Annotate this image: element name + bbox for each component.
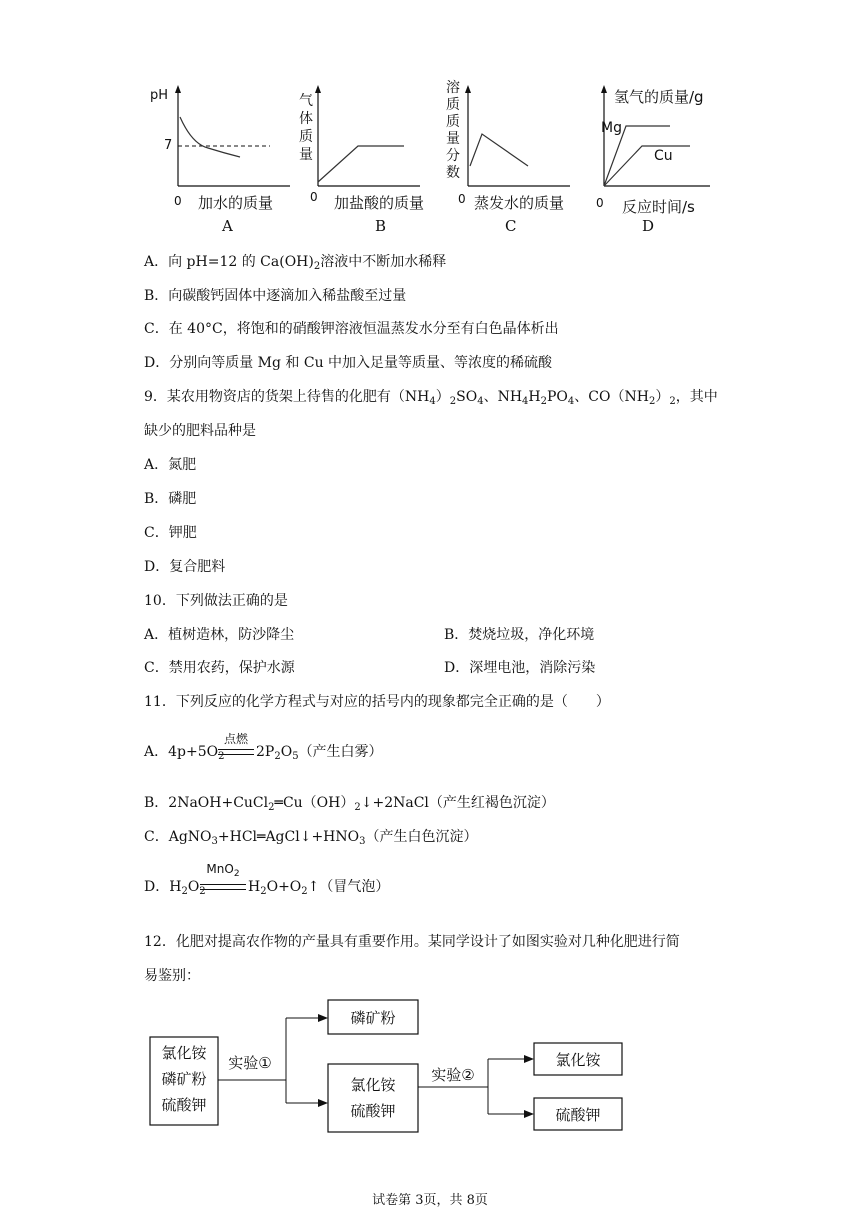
q10-option-d: D．深埋电池，消除污染 — [444, 660, 596, 676]
q9-sub: 4 — [567, 396, 575, 407]
page-footer: 试卷第 3页，共 8页 — [372, 1193, 488, 1208]
flow-step2-label: 实验② — [431, 1066, 475, 1084]
q11-c-sub: 3 — [211, 836, 218, 847]
q9-stem-line2: 缺少的肥料品种是 — [144, 423, 256, 439]
q11-d-cond-text: MnO — [206, 862, 234, 876]
graph-c-ylabel-char: 量 — [446, 131, 460, 147]
q11-a-sub: 5 — [292, 751, 299, 762]
flow-start-label: 氯化铵 — [161, 1044, 207, 1062]
q11-d-text: D．H — [144, 879, 182, 895]
graph-a-xlabel: 加水的质量 — [198, 194, 274, 212]
q9-sub: 2 — [449, 396, 457, 407]
q8-option-d: D．分别向等质量 Mg 和 Cu 中加入足量等质量、等浓度的稀硫酸 — [144, 355, 553, 371]
flow-branch2-bottom-arrow — [524, 1110, 534, 1118]
graph-c-ylabel-char: 质 — [446, 114, 460, 130]
q9-stem-text: 、CO（NH — [574, 389, 649, 405]
graph-c-letter: C — [505, 217, 517, 235]
graph-b-origin: 0 — [310, 190, 318, 204]
graph-b-ylabel-char: 质 — [299, 129, 313, 145]
q11-b-sub: 2 — [268, 802, 275, 813]
q10-option-a: A．植树造林，防沙降尘 — [144, 627, 295, 643]
q11-a-condition: 点燃 — [223, 732, 248, 746]
q11-d-sub: 2 — [181, 886, 188, 897]
q9-sub: 2 — [540, 396, 548, 407]
q11-d-cond-sub: 2 — [233, 869, 240, 879]
q8-option-a-prefix: A．向 pH=12 的 Ca(OH) — [144, 254, 314, 270]
graph-a-origin: 0 — [174, 194, 182, 208]
q9-stem-text: 、NH — [483, 389, 523, 405]
graph-c-ylabel-char: 质 — [446, 97, 460, 113]
q9-sub: 2 — [669, 396, 676, 407]
q11-b-sub: 2 — [354, 802, 361, 813]
q9-stem-text: SO — [456, 389, 478, 405]
q9-sub: 4 — [477, 396, 484, 407]
q11-c-text: +HCl═AgCl↓+HNO — [217, 829, 360, 845]
graph-d-xlabel: 反应时间/s — [622, 198, 695, 216]
q8-option-a-sub: 2 — [313, 261, 321, 272]
q9-option-b: B．磷肥 — [144, 491, 197, 507]
q11-d-sub: 2 — [199, 886, 206, 897]
q11-a-text: 2P — [256, 744, 275, 760]
flow-mid-label: 氯化铵 — [350, 1076, 396, 1094]
flow-out2-label: 硫酸钾 — [555, 1106, 601, 1124]
graph-a-ylabel: pH — [150, 88, 169, 103]
q9-sub: 4 — [522, 396, 529, 407]
q11-c-sub: 3 — [359, 836, 366, 847]
graph-a-ref-value: 7 — [164, 138, 173, 153]
q11-d-text: ↑（冒气泡） — [307, 879, 390, 895]
q9-stem-text: ） — [655, 389, 670, 405]
q11-c-text: C．AgNO — [144, 829, 212, 845]
q11-b-text: ↓+2NaCl（产生红褐色沉淀） — [360, 795, 555, 811]
q11-a-text: A．4p+5O — [144, 744, 219, 760]
flow-start-label: 磷矿粉 — [161, 1070, 207, 1088]
q10-option-b: B．焚烧垃圾，净化环境 — [444, 627, 595, 643]
q10-option-c: C．禁用农药，保护水源 — [144, 660, 295, 676]
q9-sub: 4 — [429, 396, 436, 407]
q11-d-sub: 2 — [301, 886, 308, 897]
flow-step1-label: 实验① — [228, 1054, 272, 1072]
q11-d-text: O — [187, 879, 200, 895]
graph-b-letter: B — [375, 217, 387, 235]
q11-stem: 11．下列反应的化学方程式与对应的括号内的现象都完全正确的是（ ） — [144, 694, 610, 710]
q11-d-sub: 2 — [260, 886, 267, 897]
graph-c-xlabel: 蒸发水的质量 — [474, 194, 565, 212]
q8-option-b: B．向碳酸钙固体中逐滴加入稀盐酸至过量 — [144, 288, 407, 304]
q9-option-c: C．钾肥 — [144, 525, 197, 541]
flow-branch1-bottom-arrow — [318, 1099, 328, 1107]
graph-c-ylabel-char: 溶 — [446, 80, 460, 96]
q9-stem-text: ，其中 — [675, 389, 718, 405]
graph-b-ylabel-char: 量 — [299, 147, 313, 163]
graph-c-origin: 0 — [458, 192, 466, 206]
q9-option-a: A．氮肥 — [144, 457, 197, 473]
flow-branch2-top-arrow — [524, 1055, 534, 1063]
graph-d-letter: D — [642, 217, 655, 235]
q11-b-text: B．2NaOH+CuCl — [144, 795, 269, 811]
graph-c-ylabel-char: 分 — [446, 148, 460, 164]
q11-a-text: O — [280, 744, 293, 760]
graph-d-origin: 0 — [596, 196, 604, 210]
q9-stem-text: PO — [547, 389, 568, 405]
graph-a-letter: A — [222, 217, 233, 235]
flow-out1-label: 氯化铵 — [555, 1051, 601, 1069]
q9-stem-text: ） — [435, 389, 450, 405]
graph-c-ylabel-char: 数 — [446, 165, 460, 181]
q9-stem-text: H — [528, 389, 541, 405]
q9-option-d: D．复合肥料 — [144, 559, 226, 575]
q11-d-text: O+O — [266, 879, 302, 895]
graph-d-series-mg: Mg — [601, 120, 622, 136]
flow-start-label: 硫酸钾 — [161, 1096, 207, 1114]
q8-option-a-suffix: 溶液中不断加水稀释 — [320, 254, 447, 270]
graph-d-ylabel: 氢气的质量/g — [614, 88, 704, 106]
q11-a-sub: 2 — [218, 751, 225, 762]
flow-mid-label: 硫酸钾 — [350, 1102, 396, 1120]
q11-d-text: H — [248, 879, 261, 895]
q12-stem-line2: 易鉴别： — [144, 968, 200, 984]
graph-b-xlabel: 加盐酸的质量 — [334, 194, 425, 212]
flow-mid-box — [328, 1064, 418, 1132]
flow-top-label: 磷矿粉 — [350, 1009, 396, 1027]
q11-a-sub: 2 — [274, 751, 281, 762]
q11-b-text: ═Cu（OH） — [274, 795, 355, 811]
q11-c-text: （产生白色沉淀） — [365, 829, 478, 845]
q10-stem: 10．下列做法正确的是 — [144, 593, 288, 609]
graph-d-series-cu: Cu — [654, 148, 673, 164]
flow-branch1-top-arrow — [318, 1014, 328, 1022]
q11-a-text: （产生白雾） — [298, 744, 383, 760]
graph-b-ylabel-char: 体 — [299, 111, 313, 127]
q9-stem-text: 9．某农用物资店的货架上待售的化肥有（NH — [144, 389, 430, 405]
graph-b-ylabel-char: 气 — [299, 93, 313, 109]
q8-option-c: C．在 40°C，将饱和的硝酸钾溶液恒温蒸发水分至有白色晶体析出 — [144, 321, 559, 337]
q12-stem-line1: 12．化肥对提高农作物的产量具有重要作用。某同学设计了如图实验对几种化肥进行简 — [144, 934, 680, 950]
q9-sub: 2 — [648, 396, 656, 407]
